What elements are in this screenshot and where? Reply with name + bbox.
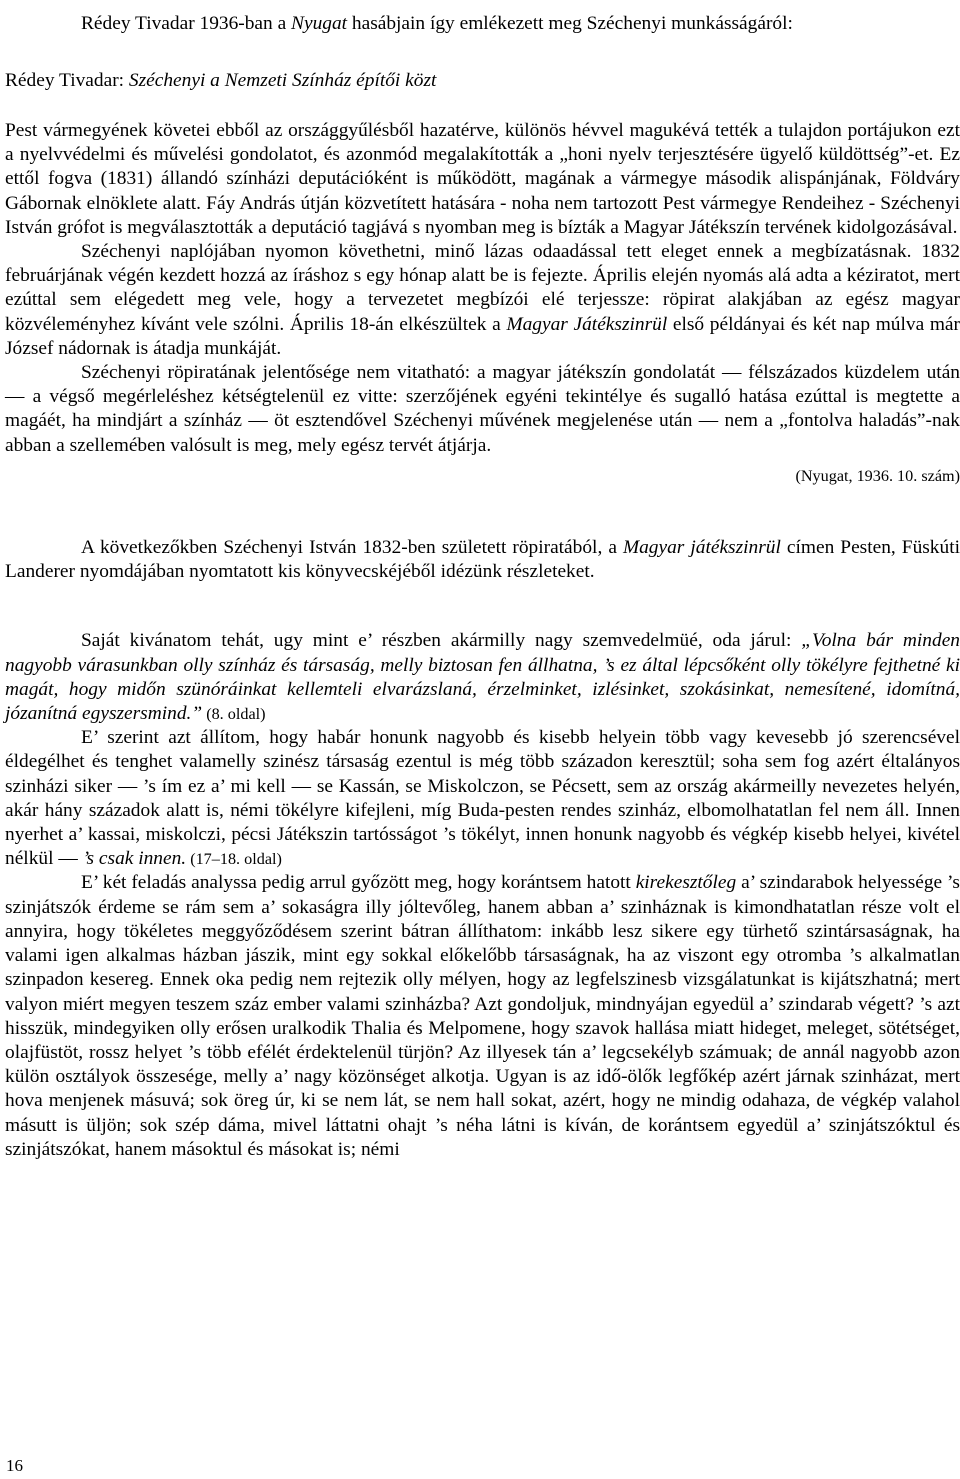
excerpt-paragraph-3 xyxy=(5,871,960,1161)
intro-journal-title: Nyugat xyxy=(291,13,348,34)
quote-paragraph-2 xyxy=(5,240,960,361)
excerpt-2-emphasis: ’s csak innen. xyxy=(82,848,187,870)
excerpt-3-text-end: a’ szindarabok helyessége ’s szinjátszók érdeme se rám sem a’ sokaságra illy jóltevőleg, hanem abban a’ szinháznak is kimondhatatlan része volt el annyira, hogy tökéletes meggyőződésem szerint bátran állíthatom: inkább lesz sikere egy türhető szintársaságnak, ha valami igen alkalmas házban jászik, mint egy sokkal előkelőbb társaságnak, ha az viszont egy otromba ’s alkalmatlan szinpadon kesereg. Ennek oka pedig nem rejtezik olly mélyen, hogy az legfelszinesb vizsgálatunkat is kijátszhatná; mert valyon miért megyen teszem száz ember valami szinházba? Azt gondoljuk, mindnyájan egyedül a’ szindarab végett? ’s azt hisszük, mindegyiken olly erősen uralkodik Thalia és Melpomene, hogy szavok hallása miatt hideget, meleget, sötétséget, olajfüstöt, rossz helyet ’s több efélét érdektelenül türjön? Az illyesek tán a’ legcsekélyb számuak; de annál nagyobb azon külön osztályok összesége, melly a’ nagy közönséget alkotja. Ugyan is az idő-ölők legfőkép azért járnak szinházat, mert hova menjenek másuvá; sok öreg úr, ki se nem lát, se nem hall sokat, azért, hogy ne mindig odahaza, de végkép valahol másutt is üljön; sok szép dáma, mivel láttatni ohajt ’s néha látni is kíván, de korántsem egyedül a’ szinjátszóktul és szinjátszókat, hanem másoktul és másokat is; némi xyxy=(5,872,960,1160)
quote-attribution xyxy=(5,69,960,93)
attribution-title: Széchenyi a Nemzeti Színház építői közt xyxy=(128,70,437,91)
attribution-author: Rédey Tivadar: xyxy=(5,70,129,91)
quote-paragraph-3: Széchenyi röpiratának jelentősége nem vitatható: a magyar játékszín gondolatát — félszázados küzdelem után — a végső megérleléshez kétségtelenül ez vitte: szerzőjének egyéni tekintélye és sugalló hatása ezúttal is megtette a magáét, ha mindjárt a színház — öt esztendővel Széchenyi művének megjelenése után — nem a „fontolva haladás”-nak abban a szellemében valósult is meg, mely egész tervét átjárja. xyxy=(5,362,960,456)
quote-paragraph-1: Pest vármegyének követei ebből az országgyűlésből hazatérve, különös hévvel magukévá tették a tulajdon portájukon ezt a nyelvvédelmi és művelési gondolatot, és azonmód megalakították a „honi nyelv terjesztésére ügyelő küldöttség”-et. Ez ettől fogva (1831) állandó színházi deputációként is működött, magának a vármegye második alispánjának, Földváry Gábornak elnöklete alatt. Fáy András útján közvetített hatására - noha nem tartozott Pest vármegye Rendeihez - Széchenyi István grófot is megválasztották a deputáció tagjává s nyomban meg is bízták a Magyar Játékszín tervének kidolgozásával. xyxy=(5,120,960,238)
document-page xyxy=(5,0,960,1162)
quote-source: (Nyugat, 1936. 10. szám) xyxy=(795,466,960,485)
intro-text: Rédey Tivadar 1936-ban a xyxy=(81,13,292,34)
transition-book-title: Magyar játékszinrül xyxy=(622,537,781,559)
quote-paragraph-2-end: első példányai és két nap múlva már József nádornak is átadja munkáját. xyxy=(5,313,960,359)
intro-text-end: hasábjain így emlékezett meg Széchenyi munkásságáról: xyxy=(347,13,793,34)
transition-paragraph xyxy=(5,536,960,584)
page-number: 16 xyxy=(6,1456,23,1475)
quote-paragraph-2-text: Széchenyi naplójában nyomon követhetni, minő lázas odaadással tett eleget ennek a megbízatásnak. 1832 februárjának végén kezdett hozzá az íráshoz s egy hónap alatt be is fejezte. Április elején nyomás alá adta a kéziratot, mert ezúttal sem elégedett meg vele, hogy a tervezetet megbízói elé terjessze: röpirat alakjában az egész magyar közvéleményhez kívánt vele szólni. Április 18-án elkészültek a xyxy=(5,241,960,335)
excerpt-1-text: Saját kivánatom tehát, ugy mint e’ részben akármilly nagy szemvedelmüé, oda járul: xyxy=(81,630,802,652)
excerpt-2-page-ref: (17–18. oldal) xyxy=(186,850,282,869)
excerpt-2-text: E’ szerint azt állítom, hogy habár honunk nagyobb és kisebb helyein több vagy kevesebb jó szerencsével éldegélhet és tenghet valamelly szinész társaság ezentul is még több századon keresztül; soha sem fog azért éltalányos szinházi siker — ’s ím ez a’ mi kell — se Kassán, se Miskolczon, se Pécsett, sem az ország akármeilly nevezetes helyén, akár hány századok alatt is, némi tökélyre kifejleni, míg Buda-pesten rendes szinház, elbomolhatatlan fel nem áll. Innen nyerhet a’ kassai, miskolczi, pécsi Játékszin tartósságot ’s tökélyt, innen honunk nagyobb és végkép kisebb helyei, kivétel nélkül — xyxy=(5,727,960,870)
excerpt-1-page-ref: (8. oldal) xyxy=(202,705,266,724)
excerpt-3-emphasis: kirekesztőleg xyxy=(635,872,737,894)
quote-paragraph-2-title: Magyar Játékszinrül xyxy=(506,313,668,335)
excerpt-1-quote: „Volna bár minden nagyobb várasunkban olly színház és társaság, melly biztosan fen állhatna, ’s ez által lépcsőként olly tökélyre fejthetné ki magát, hogy midőn szünóráinkat kellemteli elvarázslaná, érzelminket, izlésinket, szokásinkat, nemesítené, idomítná, józanítná egyszersmind.” xyxy=(5,630,960,725)
transition-text-end: címen Pesten, Füskúti Landerer nyomdájában nyomtatott kis könyvecskéjéből idézünk részleteket. xyxy=(5,537,960,583)
excerpt-3-text: E’ két feladás analyssa pedig arrul győzött meg, hogy korántsem hatott xyxy=(81,872,636,894)
excerpt-paragraph-2 xyxy=(5,726,960,871)
excerpt-paragraph-1 xyxy=(5,629,960,726)
transition-text: A következőkben Széchenyi István 1832-ben született röpiratából, a xyxy=(81,537,623,559)
intro-paragraph xyxy=(5,12,960,36)
